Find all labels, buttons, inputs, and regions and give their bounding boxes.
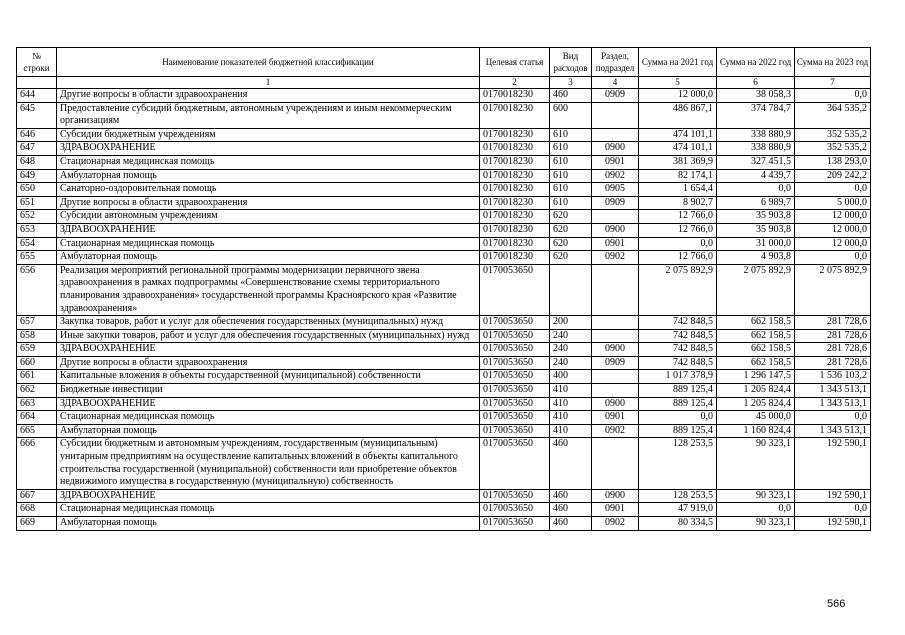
indicator-name-cell: Амбулаторная помощь [57, 251, 480, 265]
column-number: 1 [57, 77, 480, 89]
expense-type-cell: 610 [550, 155, 592, 169]
sum-2022-cell: 4 439,7 [717, 169, 795, 183]
table-row [17, 223, 871, 237]
expense-type-cell: 200 [550, 316, 592, 330]
indicator-name-cell: ЗДРАВООХРАНЕНИЕ [57, 343, 480, 357]
indicator-name-cell: Предоставление субсидий бюджетным, автономным учреждениям и иным некоммерческим организациям [57, 102, 480, 128]
indicator-name-cell: Амбулаторная помощь [57, 517, 480, 531]
target-article-cell: 0170018230 [480, 196, 550, 210]
table-row [17, 89, 871, 103]
sum-2022-cell: 35 903,8 [717, 223, 795, 237]
section-cell: 0901 [592, 411, 639, 425]
indicator-name-cell: Стационарная медицинская помощь [57, 237, 480, 251]
row-number-cell: 668 [17, 503, 57, 517]
table-row [17, 128, 871, 142]
section-cell: 0902 [592, 517, 639, 531]
table-row [17, 370, 871, 384]
sum-2022-cell: 338 880,9 [717, 142, 795, 156]
section-cell: 0902 [592, 169, 639, 183]
sum-2021-cell: 82 174,1 [639, 169, 717, 183]
indicator-name-cell: Стационарная медицинская помощь [57, 503, 480, 517]
row-number-cell: 663 [17, 397, 57, 411]
expense-type-cell: 240 [550, 343, 592, 357]
sum-2023-cell: 352 535,2 [795, 128, 871, 142]
table-row [17, 503, 871, 517]
table-row [17, 517, 871, 531]
expense-type-cell: 620 [550, 210, 592, 224]
expense-type-cell: 460 [550, 503, 592, 517]
section-cell: 0901 [592, 503, 639, 517]
sum-2022-cell: 31 000,0 [717, 237, 795, 251]
sum-2021-cell: 889 125,4 [639, 384, 717, 398]
sum-2021-cell: 889 125,4 [639, 397, 717, 411]
table-row [17, 196, 871, 210]
sum-2021-cell: 47 919,0 [639, 503, 717, 517]
sum-2021-cell: 12 000,0 [639, 89, 717, 103]
column-number: 2 [480, 77, 550, 89]
section-cell: 0909 [592, 356, 639, 370]
target-article-cell: 0170018230 [480, 183, 550, 197]
target-article-cell: 0170053650 [480, 264, 550, 315]
sum-2021-cell: 128 253,5 [639, 489, 717, 503]
sum-2022-cell: 6 989,7 [717, 196, 795, 210]
column-number: 4 [592, 77, 639, 89]
table-row [17, 411, 871, 425]
target-article-cell: 0170018230 [480, 128, 550, 142]
target-article-cell: 0170053650 [480, 329, 550, 343]
indicator-name-cell: Амбулаторная помощь [57, 424, 480, 438]
section-cell [592, 264, 639, 315]
table-row [17, 343, 871, 357]
indicator-name-cell: Другие вопросы в области здравоохранения [57, 89, 480, 103]
section-cell: 0902 [592, 424, 639, 438]
sum-2021-cell: 486 867,1 [639, 102, 717, 128]
section-cell [592, 438, 639, 489]
section-cell: 0900 [592, 397, 639, 411]
indicator-name-cell: Субсидии бюджетным учреждениям [57, 128, 480, 142]
indicator-name-cell: Иные закупки товаров, работ и услуг для обеспечения государственных (муниципальных) нужд [57, 329, 480, 343]
target-article-cell: 0170053650 [480, 343, 550, 357]
target-article-cell: 0170053650 [480, 356, 550, 370]
row-number-cell: 661 [17, 370, 57, 384]
sum-2022-cell: 38 058,3 [717, 89, 795, 103]
target-article-cell: 0170053650 [480, 503, 550, 517]
sum-2021-cell: 12 766,0 [639, 223, 717, 237]
column-number: 6 [717, 77, 795, 89]
column-number: 3 [550, 77, 592, 89]
section-cell [592, 329, 639, 343]
sum-2022-cell: 1 296 147,5 [717, 370, 795, 384]
row-number-cell: 655 [17, 251, 57, 265]
row-number-cell: 651 [17, 196, 57, 210]
table-row [17, 210, 871, 224]
target-article-cell: 0170018230 [480, 223, 550, 237]
target-article-cell: 0170018230 [480, 102, 550, 128]
sum-2021-cell: 742 848,5 [639, 343, 717, 357]
sum-2021-cell: 889 125,4 [639, 424, 717, 438]
sum-2021-cell: 80 334,5 [639, 517, 717, 531]
expense-type-cell: 410 [550, 384, 592, 398]
expense-type-cell: 410 [550, 397, 592, 411]
column-number: 7 [795, 77, 871, 89]
indicator-name-cell: Бюджетные инвестиции [57, 384, 480, 398]
sum-2023-cell: 364 535,2 [795, 102, 871, 128]
section-cell [592, 384, 639, 398]
indicator-name-cell: Закупка товаров, работ и услуг для обеспечения государственных (муниципальных) нужд [57, 316, 480, 330]
table-row [17, 155, 871, 169]
target-article-cell: 0170053650 [480, 489, 550, 503]
expense-type-cell: 610 [550, 196, 592, 210]
target-article-cell: 0170053650 [480, 397, 550, 411]
indicator-name-cell: Санаторно-оздоровительная помощь [57, 183, 480, 197]
sum-2022-cell: 1 205 824,4 [717, 397, 795, 411]
sum-2023-cell: 352 535,2 [795, 142, 871, 156]
header-row [17, 48, 871, 77]
sum-2021-cell: 2 075 892,9 [639, 264, 717, 315]
table-row [17, 237, 871, 251]
section-cell [592, 316, 639, 330]
header-cell: № строки [17, 48, 57, 77]
sum-2023-cell: 12 000,0 [795, 210, 871, 224]
section-cell: 0900 [592, 489, 639, 503]
row-number-cell: 644 [17, 89, 57, 103]
sum-2023-cell: 0,0 [795, 411, 871, 425]
sum-2023-cell: 5 000,0 [795, 196, 871, 210]
sum-2022-cell: 90 323,1 [717, 489, 795, 503]
sum-2021-cell: 0,0 [639, 411, 717, 425]
sum-2022-cell: 4 903,8 [717, 251, 795, 265]
expense-type-cell: 610 [550, 142, 592, 156]
expense-type-cell: 610 [550, 128, 592, 142]
table-row [17, 356, 871, 370]
sum-2022-cell: 338 880,9 [717, 128, 795, 142]
sum-2021-cell: 742 848,5 [639, 356, 717, 370]
expense-type-cell [550, 264, 592, 315]
table-row [17, 142, 871, 156]
indicator-name-cell: Другие вопросы в области здравоохранения [57, 356, 480, 370]
sum-2022-cell: 662 158,5 [717, 343, 795, 357]
header-cell: Сумма на 2022 год [717, 48, 795, 77]
sum-2023-cell: 138 293,0 [795, 155, 871, 169]
sum-2022-cell: 1 205 824,4 [717, 384, 795, 398]
target-article-cell: 0170018230 [480, 210, 550, 224]
table-row [17, 264, 871, 315]
sum-2022-cell: 90 323,1 [717, 517, 795, 531]
sum-2023-cell: 1 343 513,1 [795, 424, 871, 438]
sum-2021-cell: 128 253,5 [639, 438, 717, 489]
header-cell: Сумма на 2023 год [795, 48, 871, 77]
expense-type-cell: 620 [550, 251, 592, 265]
sum-2021-cell: 742 848,5 [639, 329, 717, 343]
sum-2023-cell: 0,0 [795, 89, 871, 103]
header-cell: Раздел, подраздел [592, 48, 639, 77]
row-number-cell: 652 [17, 210, 57, 224]
table-row [17, 438, 871, 489]
sum-2023-cell: 0,0 [795, 251, 871, 265]
sum-2023-cell: 281 728,6 [795, 316, 871, 330]
table-row [17, 169, 871, 183]
expense-type-cell: 240 [550, 356, 592, 370]
row-number-cell: 660 [17, 356, 57, 370]
row-number-cell: 648 [17, 155, 57, 169]
table-row [17, 251, 871, 265]
page-number: 566 [827, 598, 846, 610]
row-number-cell: 653 [17, 223, 57, 237]
header-cell: Сумма на 2021 год [639, 48, 717, 77]
header-cell: Целевая статья [480, 48, 550, 77]
sum-2023-cell: 12 000,0 [795, 237, 871, 251]
sum-2022-cell: 0,0 [717, 503, 795, 517]
indicator-name-cell: Субсидии автономным учреждениям [57, 210, 480, 224]
sum-2023-cell: 192 590,1 [795, 489, 871, 503]
sum-2022-cell: 0,0 [717, 183, 795, 197]
sum-2022-cell: 35 903,8 [717, 210, 795, 224]
target-article-cell: 0170053650 [480, 316, 550, 330]
sum-2023-cell: 12 000,0 [795, 223, 871, 237]
sum-2023-cell: 1 536 103,2 [795, 370, 871, 384]
sum-2023-cell: 192 590,1 [795, 438, 871, 489]
sum-2022-cell: 45 000,0 [717, 411, 795, 425]
sum-2022-cell: 90 323,1 [717, 438, 795, 489]
target-article-cell: 0170053650 [480, 517, 550, 531]
column-number: 5 [639, 77, 717, 89]
header-cell: Наименование показателей бюджетной классификации [57, 48, 480, 77]
expense-type-cell: 460 [550, 438, 592, 489]
budget-table [16, 47, 871, 531]
sum-2022-cell: 327 451,5 [717, 155, 795, 169]
table-row [17, 102, 871, 128]
sum-2022-cell: 662 158,5 [717, 316, 795, 330]
table-row [17, 329, 871, 343]
section-cell: 0900 [592, 343, 639, 357]
expense-type-cell: 460 [550, 89, 592, 103]
target-article-cell: 0170053650 [480, 438, 550, 489]
section-cell: 0905 [592, 183, 639, 197]
target-article-cell: 0170018230 [480, 142, 550, 156]
target-article-cell: 0170053650 [480, 411, 550, 425]
target-article-cell: 0170053650 [480, 370, 550, 384]
sum-2023-cell: 192 590,1 [795, 517, 871, 531]
row-number-cell: 650 [17, 183, 57, 197]
section-cell: 0902 [592, 251, 639, 265]
section-cell: 0901 [592, 237, 639, 251]
indicator-name-cell: ЗДРАВООХРАНЕНИЕ [57, 142, 480, 156]
row-number-cell: 646 [17, 128, 57, 142]
expense-type-cell: 600 [550, 102, 592, 128]
expense-type-cell: 460 [550, 517, 592, 531]
row-number-cell: 669 [17, 517, 57, 531]
target-article-cell: 0170018230 [480, 237, 550, 251]
sum-2022-cell: 662 158,5 [717, 329, 795, 343]
sum-2021-cell: 474 101,1 [639, 142, 717, 156]
sum-2023-cell: 0,0 [795, 503, 871, 517]
section-cell [592, 102, 639, 128]
sum-2021-cell: 0,0 [639, 237, 717, 251]
target-article-cell: 0170018230 [480, 155, 550, 169]
sum-2022-cell: 662 158,5 [717, 356, 795, 370]
expense-type-cell: 240 [550, 329, 592, 343]
column-number [17, 77, 57, 89]
table-row [17, 424, 871, 438]
section-cell: 0909 [592, 196, 639, 210]
expense-type-cell: 620 [550, 223, 592, 237]
sum-2023-cell: 1 343 513,1 [795, 384, 871, 398]
indicator-name-cell: Капитальные вложения в объекты государственной (муниципальной) собственности [57, 370, 480, 384]
table-row [17, 384, 871, 398]
indicator-name-cell: Стационарная медицинская помощь [57, 155, 480, 169]
sum-2022-cell: 1 160 824,4 [717, 424, 795, 438]
row-number-cell: 657 [17, 316, 57, 330]
indicator-name-cell: Субсидии бюджетным и автономным учреждениям, государственным (муниципальным) унитарным предприятиям на осуществление капитальных вложений в объекты капитального строительства государственной (муниципальной) собственности или приобретение объектов недвижимого имущества в государственную (муниципальную) собственность [57, 438, 480, 489]
sum-2023-cell: 1 343 513,1 [795, 397, 871, 411]
sum-2023-cell: 0,0 [795, 183, 871, 197]
table-row [17, 397, 871, 411]
header-cell: Вид расходов [550, 48, 592, 77]
sum-2021-cell: 12 766,0 [639, 210, 717, 224]
sum-2022-cell: 2 075 892,9 [717, 264, 795, 315]
row-number-cell: 656 [17, 264, 57, 315]
section-cell: 0901 [592, 155, 639, 169]
expense-type-cell: 410 [550, 411, 592, 425]
target-article-cell: 0170053650 [480, 384, 550, 398]
table-row [17, 316, 871, 330]
target-article-cell: 0170053650 [480, 424, 550, 438]
sum-2023-cell: 281 728,6 [795, 356, 871, 370]
expense-type-cell: 610 [550, 183, 592, 197]
indicator-name-cell: Другие вопросы в области здравоохранения [57, 196, 480, 210]
indicator-name-cell: Реализация мероприятий региональной программы модернизации первичного звена здравоохранения в рамках подпрограммы «Совершенствование схемы территориального планирования здравоохранения» государственной программы Красноярского края «Развитие здравоохранения» [57, 264, 480, 315]
row-number-cell: 666 [17, 438, 57, 489]
row-number-cell: 649 [17, 169, 57, 183]
section-cell: 0909 [592, 89, 639, 103]
table-row [17, 183, 871, 197]
row-number-cell: 659 [17, 343, 57, 357]
row-number-cell: 645 [17, 102, 57, 128]
sum-2021-cell: 381 369,9 [639, 155, 717, 169]
section-cell [592, 210, 639, 224]
sum-2021-cell: 742 848,5 [639, 316, 717, 330]
sum-2021-cell: 474 101,1 [639, 128, 717, 142]
sum-2023-cell: 281 728,6 [795, 343, 871, 357]
sum-2022-cell: 374 784,7 [717, 102, 795, 128]
row-number-cell: 665 [17, 424, 57, 438]
row-number-cell: 658 [17, 329, 57, 343]
sum-2021-cell: 8 902,7 [639, 196, 717, 210]
sum-2023-cell: 209 242,2 [795, 169, 871, 183]
indicator-name-cell: ЗДРАВООХРАНЕНИЕ [57, 397, 480, 411]
indicator-name-cell: Амбулаторная помощь [57, 169, 480, 183]
sum-2021-cell: 1 654,4 [639, 183, 717, 197]
row-number-cell: 647 [17, 142, 57, 156]
sum-2023-cell: 2 075 892,9 [795, 264, 871, 315]
section-cell [592, 128, 639, 142]
row-number-cell: 664 [17, 411, 57, 425]
target-article-cell: 0170018230 [480, 89, 550, 103]
expense-type-cell: 460 [550, 489, 592, 503]
sum-2021-cell: 1 017 378,9 [639, 370, 717, 384]
section-cell: 0900 [592, 223, 639, 237]
row-number-cell: 667 [17, 489, 57, 503]
section-cell [592, 370, 639, 384]
sum-2021-cell: 12 766,0 [639, 251, 717, 265]
row-number-cell: 662 [17, 384, 57, 398]
sum-2023-cell: 281 728,6 [795, 329, 871, 343]
expense-type-cell: 610 [550, 169, 592, 183]
expense-type-cell: 400 [550, 370, 592, 384]
indicator-name-cell: Стационарная медицинская помощь [57, 411, 480, 425]
section-cell: 0900 [592, 142, 639, 156]
expense-type-cell: 620 [550, 237, 592, 251]
indicator-name-cell: ЗДРАВООХРАНЕНИЕ [57, 223, 480, 237]
target-article-cell: 0170018230 [480, 251, 550, 265]
row-number-cell: 654 [17, 237, 57, 251]
table-row [17, 489, 871, 503]
target-article-cell: 0170018230 [480, 169, 550, 183]
expense-type-cell: 410 [550, 424, 592, 438]
indicator-name-cell: ЗДРАВООХРАНЕНИЕ [57, 489, 480, 503]
column-number-row [17, 77, 871, 89]
